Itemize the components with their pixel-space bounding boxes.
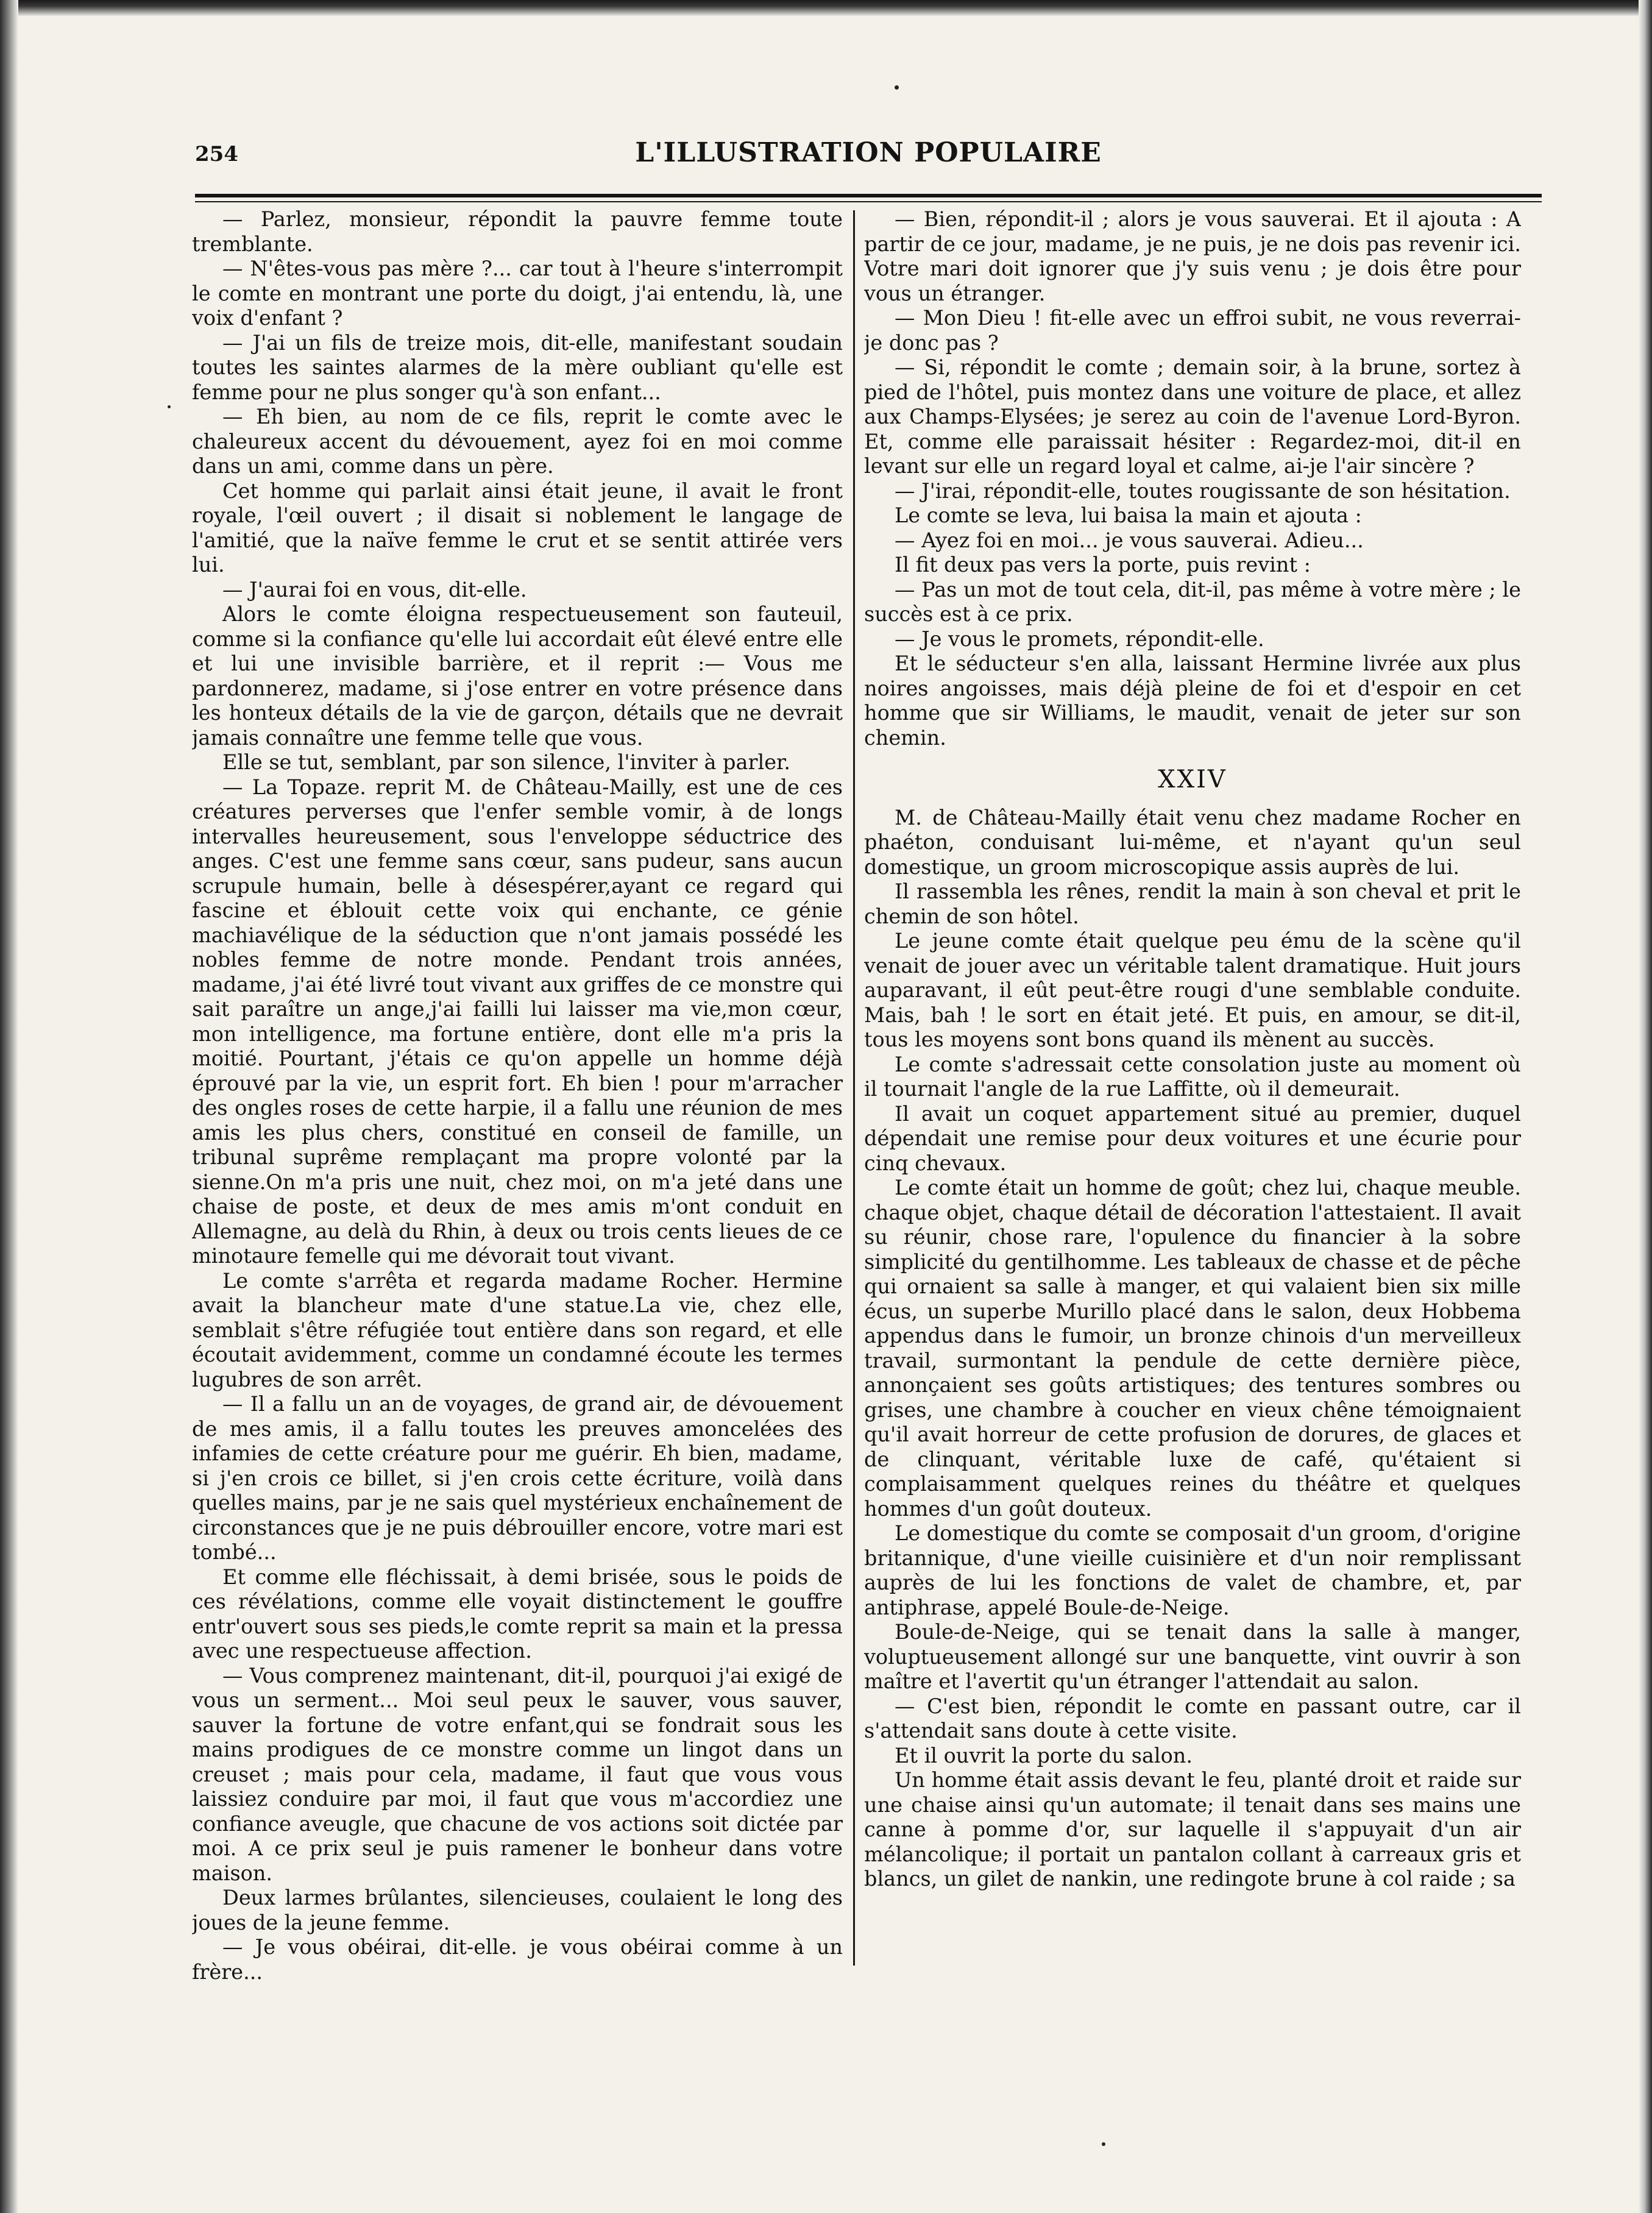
paragraph: Le comte se leva, lui baisa la main et ajouta : <box>895 503 1362 527</box>
paragraph: — Pas un mot de tout cela, dit-il, pas même à votre mère ; le succès est à ce prix. <box>864 577 1521 626</box>
paragraph: Le domestique du comte se composait d'un groom, d'origine britannique, d'une vieille cuisinière et d'un noir remplissant auprès de lui les fonctions de valet de chambre, et, par antiphrase, appelé Boule-de-Neige. <box>864 1521 1521 1619</box>
paragraph: — Mon Dieu ! fit-elle avec un effroi subit, ne vous reverrai-je donc pas ? <box>864 306 1521 355</box>
paragraph: — Je vous obéirai, dit-elle. je vous obéirai comme à un frère... <box>192 1935 843 1984</box>
paragraph: Et il ouvrit la porte du salon. <box>895 1743 1193 1767</box>
paragraph: Cet homme qui parlait ainsi était jeune, il avait le front royale, l'œil ouvert ; il disait si noblement le langage de l'amitié, que la naïve femme le crut et se sentit attirée vers lui. <box>192 478 843 577</box>
paragraph: — J'ai un fils de treize mois, dit-elle, manifestant soudain toutes les saintes alarmes de la mère oubliant qu'elle est femme pour ne plus songer qu'à son enfant... <box>192 330 843 404</box>
paragraph: Il fit deux pas vers la porte, puis revint : <box>895 553 1311 577</box>
paragraph: — Ayez foi en moi... je vous sauverai. Adieu... <box>895 528 1364 552</box>
paragraph: — Parlez, monsieur, répondit la pauvre femme toute tremblante. <box>192 207 843 256</box>
paragraph: — La Topaze. reprit M. de Château-Mailly, est une de ces créatures perverses que l'enfer semble vomir, à de longs intervalles heureusement, sous l'enveloppe séductrice des anges. C'est une femme sans cœur, sans pudeur, sans aucun scrupule humain, belle à désespérer,ayant ce regard qui fascine et éblouit cette voix qui enchante, ce génie machiavélique de la séduction que n'ont jamais possédé les nobles femme de notre monde. Pendant trois années, madame, j'ai été livré tout vivant aux griffes de ce monstre qui sait paraître un ange,j'ai failli lui laisser ma vie,mon cœur, mon intelligence, ma fortune entière, dont elle m'a pris la moitié. Pourtant, j'étais ce qu'on appelle un homme déjà éprouvé par la vie, un esprit fort. Eh bien ! pour m'arracher des ongles roses de cette harpie, il a fallu une réunion de mes amis les plus chers, constitué en conseil de famille, un tribunal suprême remplaçant ma propre volonté par la sienne.On m'a pris une nuit, chez moi, on m'a jeté dans une chaise de poste, et deux de mes amis m'ont conduit en Allemagne, au delà du Rhin, à deux ou trois cents lieues de ce minotaure femelle qui me dévorait tout vivant. <box>192 775 843 1268</box>
page-header <box>195 137 1542 174</box>
left-column <box>192 207 843 2036</box>
paragraph: — J'aurai foi en vous, dit-elle. <box>222 577 527 602</box>
paragraph: Le jeune comte était quelque peu ému de la scène qu'il venait de jouer avec un véritable talent dramatique. Huit jours auparavant, il eût peut-être rougi d'une semblable conduite. Mais, bah ! le sort en était jeté. Et puis, en amour, se dit-il, tous les moyens sont bons quand ils mènent au succès. <box>864 929 1521 1051</box>
paragraph: — Bien, répondit-il ; alors je vous sauverai. Et il ajouta : A partir de ce jour, madame, je ne puis, je ne dois pas revenir ici. Votre mari doit ignorer que j'y suis venu ; je dois être pour vous un étranger. <box>864 207 1521 305</box>
column-divider <box>853 210 855 1966</box>
scan-edge-top <box>0 0 1652 16</box>
scan-edge-right <box>1639 0 1652 2213</box>
paragraph: Le comte s'adressait cette consolation juste au moment où il tournait l'angle de la rue Laffitte, où il demeurait. <box>864 1052 1521 1101</box>
paragraph: — Je vous le promets, répondit-elle. <box>895 627 1264 651</box>
ink-speck <box>1102 2142 1105 2146</box>
paragraph: Alors le comte éloigna respectueusement son fauteuil, comme si la confiance qu'elle lui accordait eût élevé entre elle et lui une invisible barrière, et il reprit :— Vous me pardonnerez, madame, si j'ose entrer en votre présence dans les honteux détails de la vie de garçon, détails que ne devrait jamais connaître une femme telle que vous. <box>192 602 843 750</box>
paragraph: Boule-de-Neige, qui se tenait dans la salle à manger, voluptueusement allongé sur une banquette, vint ouvrir à son maître et l'avertit qu'un étranger l'attendait au salon. <box>864 1620 1521 1693</box>
paragraph: M. de Château-Mailly était venu chez madame Rocher en phaéton, conduisant lui-même, et n'ayant qu'un seul domestique, un groom microscopique assis auprès de lui. <box>864 805 1521 879</box>
ink-speck <box>895 85 899 90</box>
paragraph: — N'êtes-vous pas mère ?... car tout à l'heure s'interrompit le comte en montrant une porte du doigt, j'ai entendu, là, une voix d'enfant ? <box>192 257 843 330</box>
paragraph: — Vous comprenez maintenant, dit-il, pourquoi j'ai exigé de vous un serment... Moi seul peux le sauver, vous sauver, sauver la fortune de votre enfant,qui se fondrait sous les mains prodigues de ce monstre comme un lingot dans un creuset ; mais pour cela, madame, il faut que vous vous laissiez conduire par moi, il faut que vous m'accordiez une confiance aveugle, que chacune de vos actions soit dictée par moi. A ce prix seul je puis ramener le bonheur dans votre maison. <box>192 1663 843 1885</box>
right-column <box>864 207 1521 2036</box>
paragraph: Deux larmes brûlantes, silencieuses, coulaient le long des joues de la jeune femme. <box>192 1886 843 1934</box>
paragraph: Et comme elle fléchissait, à demi brisée, sous le poids de ces révélations, comme elle voyait distinctement le gouffre entr'ouvert sous ses pieds,le comte reprit sa main et la pressa avec une respectueuse affection. <box>192 1565 843 1663</box>
chapter-heading: XXIV <box>1158 765 1227 794</box>
paragraph: — Eh bien, au nom de ce fils, reprit le comte avec le chaleureux accent du dévouement, ayez foi en moi comme dans un ami, comme dans un père. <box>192 405 843 478</box>
ink-speck <box>168 405 171 408</box>
page-title: L'ILLUSTRATION POPULAIRE <box>635 137 1102 168</box>
page-number: 254 <box>195 142 238 166</box>
paragraph: Il avait un coquet appartement situé au premier, duquel dépendait une remise pour deux voitures et une écurie pour cinq chevaux. <box>864 1101 1521 1175</box>
paragraph: Elle se tut, semblant, par son silence, l'inviter à parler. <box>222 750 791 774</box>
header-rule <box>195 194 1542 202</box>
paragraph: — C'est bien, répondit le comte en passant outre, car il s'attendait sans doute à cette visite. <box>864 1694 1521 1742</box>
paragraph: Le comte était un homme de goût; chez lui, chaque meuble. chaque objet, chaque détail de décoration l'attestaient. Il avait su réunir, chose rare, l'opulence du financier à la sobre simplicité du gentilhomme. Les tableaux de chasse et de pêche qui ornaient sa salle à manger, et qui valaient bien six mille écus, un superbe Murillo placé dans le salon, deux Hobbema appendus dans le fumoir, un bronze chinois d'un merveilleux travail, surmontant la pendule de cette dernière pièce, annonçaient ses goûts artistiques; des tentures sombres ou grises, une chambre à coucher en vieux chêne témoignaient qu'il avait horreur de cette profusion de dorures, de glaces et de clinquant, véritable luxe de café, qu'étaient si complaisamment quelques reines du théâtre et quelques hommes d'un goût douteux. <box>864 1176 1521 1521</box>
paragraph: Et le séducteur s'en alla, laissant Hermine livrée aux plus noires angoisses, mais déjà pleine de foi et d'espoir en cet homme que sir Williams, le maudit, venait de jeter sur son chemin. <box>864 652 1521 750</box>
scan-edge-left <box>0 0 18 2213</box>
paragraph: — Il a fallu un an de voyages, de grand air, de dévouement de mes amis, il a fallu toutes les preuves amoncelées des infamies de cette créature pour me guérir. Eh bien, madame, si j'en crois ce billet, si j'en crois cette écriture, voilà dans quelles mains, par je ne sais quel mystérieux enchaînement de circonstances que je ne puis débrouiller encore, votre mari est tombé... <box>192 1392 843 1564</box>
paragraph: — Si, répondit le comte ; demain soir, à la brune, sortez à pied de l'hôtel, puis montez dans une voiture de place, et allez aux Champs-Elysées; je serez au coin de l'avenue Lord-Byron. Et, comme elle paraissait hésiter : Regardez-moi, dit-il en levant sur elle un regard loyal et calme, ai-je l'air sincère ? <box>864 355 1521 478</box>
paragraph: Il rassembla les rênes, rendit la main à son cheval et prit le chemin de son hôtel. <box>864 879 1521 928</box>
paragraph: — J'irai, répondit-elle, toutes rougissante de son hésitation. <box>895 478 1511 503</box>
paragraph: Un homme était assis devant le feu, planté droit et raide sur une chaise ainsi qu'un automate; il tenait dans ses mains une canne à pomme d'or, sur laquelle il s'appuyait d'un air mélancolique; il portait un pantalon collant à carreaux gris et blancs, un gilet de nankin, une redingote brune à col raide ; sa <box>864 1768 1521 1891</box>
paragraph: Le comte s'arrêta et regarda madame Rocher. Hermine avait la blancheur mate d'une statue.La vie, chez elle, semblait s'être réfugiée tout entière dans son regard, et elle écoutait avidemment, comme un condamné écoute les termes lugubres de son arrêt. <box>192 1268 843 1391</box>
